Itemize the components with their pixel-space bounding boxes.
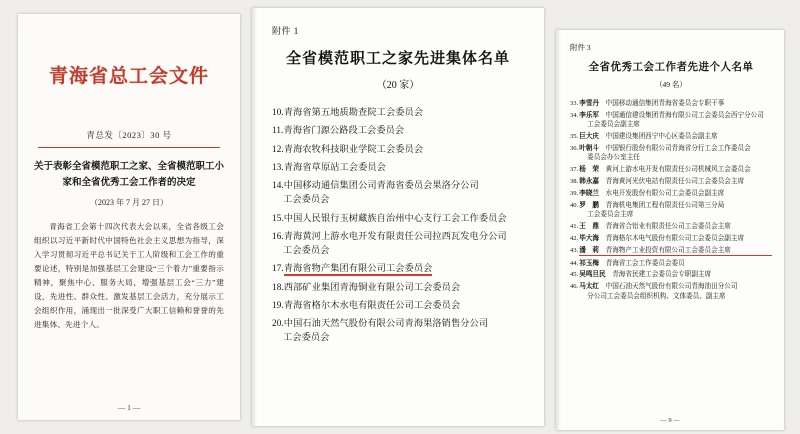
middle-list-subtitle: （20 家） [376, 80, 420, 91]
person-organization: 中国银行股份有限公司青海省分行工会工作委员会 [605, 144, 751, 152]
list-item-label: 青海省格尔木水电有限责任公司工会委员会 [283, 299, 461, 310]
person-organization: 青海省民建工会委员会专职副主席 [612, 271, 712, 279]
right-list-subtitle: （49 名） [655, 80, 687, 89]
person-organization: 水电开发股份有限公司工会委员会副主席 [605, 189, 725, 197]
list-item-text [579, 259, 772, 268]
person-organization: 中国通信建设集团青海有限公司工会委员会西宁分公司 [605, 111, 764, 119]
document-date: （2023 年 7 月 27 日） [90, 197, 168, 207]
list-item-continuation: 工会委员会 [283, 332, 330, 343]
person-name: 潘 莉 [579, 246, 606, 254]
person-organization: 中国移动通信集团青海省委员会专职干事 [605, 100, 725, 107]
list-item-continuation: 工会委员会 [283, 194, 330, 205]
model-worker-home-list [272, 105, 524, 345]
person-name: 巨大庆 [579, 133, 606, 141]
person-organization: 青海省工会工作委员会委员 [605, 259, 685, 267]
person-name: 韩永嘉 [579, 178, 606, 186]
list-item-label: 中国移动通信集团公司青海省委员会果洛分公司 [283, 180, 479, 190]
list-item-number: 46. [570, 283, 579, 291]
list-item-number: 40. [570, 201, 579, 209]
list-item-number: 39. [570, 189, 579, 197]
attachment-label-1: 附件 1 [272, 26, 299, 36]
list-item-text [579, 189, 772, 198]
list-item-text: 14. [272, 180, 284, 190]
list-item-text [579, 165, 772, 174]
person-name: 李乐军 [579, 111, 606, 119]
list-item-text [579, 282, 772, 301]
person-organization: 青海省合铝业有限责任公司工会委员会主席 [605, 222, 731, 230]
person-name: 祁玉梅 [579, 259, 606, 267]
list-item-label: 中国人民银行玉树藏族自治州中心支行工会工作委员会 [283, 212, 507, 223]
list-item [272, 316, 524, 345]
list-item [272, 123, 524, 137]
list-item [570, 144, 772, 163]
list-item-text [579, 111, 772, 130]
person-organization-continuation: 委员会办公室主任 [587, 154, 640, 162]
list-item [272, 280, 524, 294]
list-item-text [579, 132, 772, 141]
list-item-label: 青海省物产集团有限公司工会委员会 [284, 263, 433, 276]
list-item-text [579, 201, 772, 220]
list-item-text [579, 222, 772, 231]
document-body-text: 青海省工会第十四次代表大会以来，全省各级工会组织以习近平新时代中国特色社会主义思想为指导，深入学习贯彻习近平总书记关于工人阶级和工会工作的重要论述，特别是加强基层工会建设“三个着力”重要指示精神，聚焦中心、服务大局，增强基层工会“三力”建设，先进性、群众性、激发基层工会活力，充分展示工会组织作用，涌现出一批深受广大职工信赖和誉誉的先进集体、先进个人。 [34, 221, 224, 330]
right-list-title: 全省优秀工会工作者先进个人名单 [588, 62, 754, 73]
list-item-number: 37. [570, 166, 579, 174]
document-left [18, 14, 240, 420]
person-name: 杨 荣 [579, 166, 606, 174]
document-number: 青总发〔2023〕30 号 [86, 129, 172, 140]
document-right [556, 30, 784, 430]
list-item [272, 178, 524, 207]
list-item-label: 青海省第五地质勘查院工会委员会 [283, 107, 424, 117]
person-name: 王 鼎 [579, 222, 606, 230]
person-organization: 青海黄河光伏电站有限责任公司工会委员会主席 [605, 178, 745, 186]
list-item-label: 青海省草原站工会委员会 [283, 161, 386, 172]
list-item-label: 中国石油天然气股份有限公司青海果洛销售分公司 [283, 318, 489, 328]
list-item-text [579, 270, 772, 279]
person-organization: 青海机电集团工程有限责任公司第三分局 [605, 201, 725, 209]
list-item-number: 33. [570, 100, 579, 107]
person-name: 李晓兰 [579, 189, 606, 197]
person-name: 吴鸣旦民 [579, 271, 613, 279]
list-item-number: 41. [570, 222, 579, 230]
masthead-title: 青海省总工会文件 [48, 66, 209, 87]
person-name: 马太红 [579, 283, 606, 291]
list-item [570, 177, 772, 186]
page-edge-shadow-right [556, 30, 561, 430]
list-item-continuation: 工会委员会 [283, 245, 330, 255]
list-item-text [579, 246, 772, 256]
list-item-number: 43. [570, 246, 579, 254]
list-item-text: 12. [272, 143, 284, 154]
list-item [272, 160, 524, 174]
list-item-number: 36. [570, 144, 579, 152]
list-item-text: 20. [272, 318, 284, 328]
person-organization: 青海物产工业投资有限公司工会委员会主席 [605, 246, 731, 254]
person-name: 罗 鹏 [579, 201, 606, 209]
list-item-text: 11. [272, 125, 284, 136]
person-organization: 中国建设集团西宁中心区委员会副主席 [605, 133, 718, 141]
list-item [570, 132, 772, 141]
list-item [570, 234, 772, 243]
person-name: 李雪丹 [579, 100, 606, 107]
list-item [570, 270, 772, 279]
list-item [570, 165, 772, 174]
list-item-text: 19. [272, 299, 284, 310]
list-item-number: 44. [570, 259, 579, 267]
list-item-text [579, 144, 772, 163]
person-organization-continuation: 工会委员会主席 [587, 211, 634, 219]
page-number-right: — 9 — [660, 417, 680, 424]
person-organization-continuation: 工会委员会副主席 [587, 121, 640, 129]
list-item-text: 13. [272, 161, 284, 172]
list-item [272, 229, 524, 258]
person-organization-continuation: 分公司工会委员会组织机构、文体委员、副主席 [587, 292, 726, 300]
list-item-text: 10. [272, 107, 284, 117]
list-item-number: 42. [570, 234, 579, 242]
list-item-text: 15. [272, 212, 284, 223]
list-item [272, 298, 524, 312]
list-item [570, 111, 772, 130]
list-item [570, 222, 772, 231]
page-edge-shadow [252, 8, 257, 426]
red-divider-line [38, 147, 220, 149]
list-item-label: 青海黄河上游水电开发有限责任公司拉西瓦发电分公司 [283, 230, 507, 241]
list-item [570, 189, 772, 198]
list-item [272, 105, 524, 119]
person-name: 毕大海 [579, 234, 606, 242]
list-item-number: 35. [570, 133, 579, 141]
list-item [570, 259, 772, 268]
list-item [272, 211, 524, 225]
middle-list-title: 全省模范职工之家先进集体名单 [285, 51, 510, 67]
list-item [272, 261, 524, 275]
list-item-text [579, 177, 772, 186]
list-item-label: 青海农牧科技职业学院工会委员会 [283, 143, 424, 154]
list-item [570, 246, 772, 256]
list-item-text: 17. [272, 263, 284, 274]
person-organization: 中国石油天然气股份有限公司青海油田分公司 [605, 283, 738, 291]
list-item-text: 18. [272, 281, 284, 292]
person-name: 叶朝斗 [579, 144, 606, 152]
list-item-text [579, 234, 772, 243]
attachment-label-3: 附件 3 [570, 43, 591, 52]
list-item-label: 西部矿业集团青海铜业有限公司工会委员会 [283, 281, 461, 292]
list-item-number: 34. [570, 111, 579, 119]
list-item-number: 45. [570, 271, 579, 279]
list-item-text [579, 99, 772, 108]
document-heading: 关于表彰全省模范职工之家、全省模范职工小家和全省优秀工会工作者的决定 [34, 162, 225, 188]
page-number-left: — 1 — [117, 403, 141, 412]
list-item [570, 201, 772, 220]
list-item [570, 282, 772, 301]
person-organization: 青海格尔木电气股份有限公司工会委员会副主席 [605, 234, 745, 242]
list-item [272, 142, 524, 156]
list-item [570, 99, 772, 108]
list-item-label: 青海省门源公路段工会委员会 [283, 125, 405, 136]
person-organization: 黄河上游水电开发有限责任公司机械风工会委员会 [605, 166, 751, 174]
outstanding-worker-list [570, 99, 772, 301]
document-middle [252, 8, 544, 426]
list-item-number: 38. [570, 178, 579, 186]
list-item-text: 16. [272, 230, 284, 241]
